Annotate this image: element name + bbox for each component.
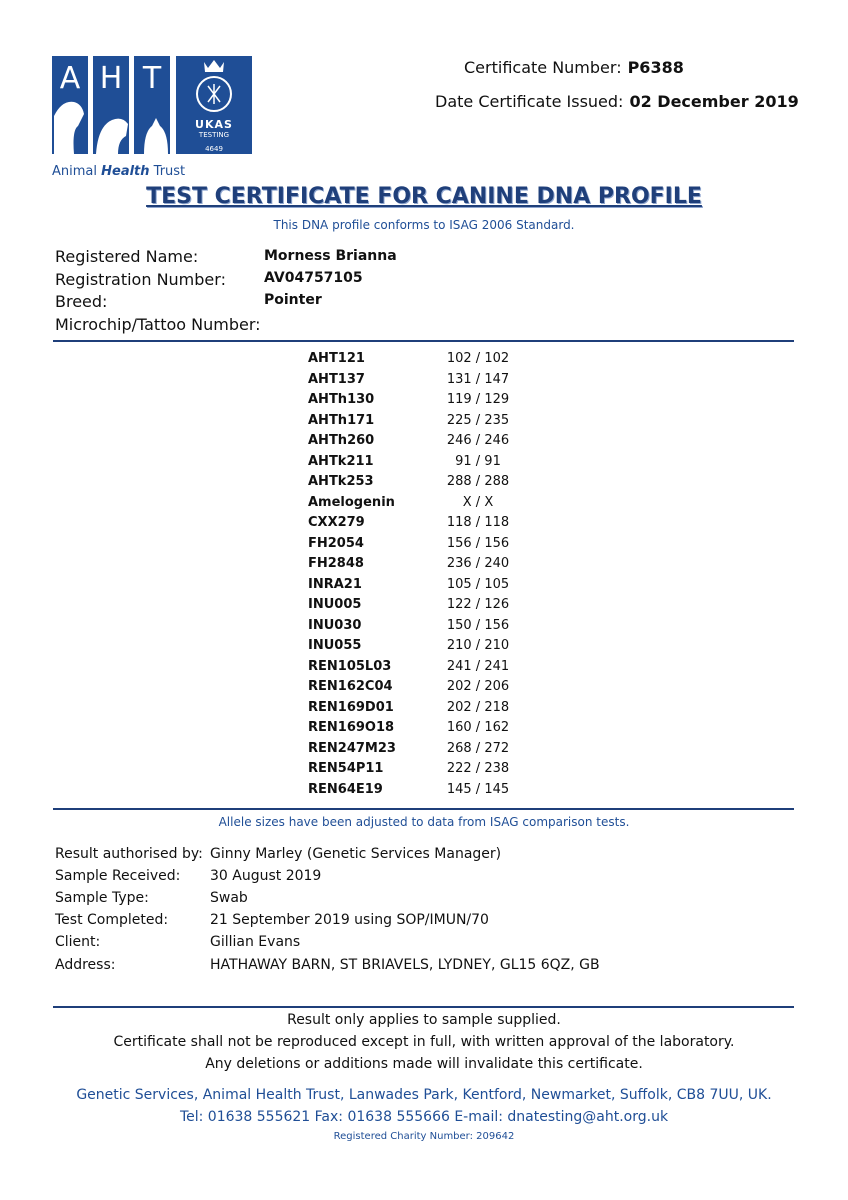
table-row: INU055 210 / 210	[308, 638, 510, 653]
table-row: REN105L03 241 / 241	[308, 659, 510, 674]
divider	[53, 808, 794, 810]
table-row: CXX279 118 / 118	[308, 515, 510, 530]
table-row: REN162C04 202 / 206	[308, 679, 510, 694]
organisation-name: Animal Health Trust	[52, 164, 186, 179]
footer-contact: Tel: 01638 555621 Fax: 01638 555666 E-mail: dnatesting@aht.org.uk	[179, 1109, 669, 1125]
table-row: AHTk253 288 / 288	[308, 474, 510, 489]
crown-icon	[176, 56, 252, 114]
divider	[53, 1006, 794, 1008]
breed-value: Pointer	[264, 292, 322, 308]
authorised-by-label: Result authorised by:	[55, 846, 203, 862]
test-completed-label: Test Completed:	[55, 912, 169, 928]
divider	[53, 340, 794, 342]
ukas-label: UKAS	[195, 118, 233, 131]
ukas-number: 4649	[205, 145, 223, 153]
table-row: INRA21 105 / 105	[308, 577, 510, 592]
registration-number-label: Registration Number:	[55, 270, 226, 289]
ukas-badge	[176, 56, 252, 154]
table-row: INU005 122 / 126	[308, 597, 510, 612]
client-label: Client:	[55, 934, 101, 950]
certificate-date: Date Certificate Issued: 02 December 2019	[435, 92, 799, 111]
ukas-sub: TESTING	[198, 131, 230, 139]
address-value: HATHAWAY BARN, ST BRIAVELS, LYDNEY, GL15 6QZ, GB	[210, 957, 600, 973]
authorised-by-value: Ginny Marley (Genetic Services Manager)	[210, 846, 502, 862]
table-row: INU030 150 / 156	[308, 618, 510, 633]
table-row: AHTh260 246 / 246	[308, 433, 510, 448]
logo-letter-t: T	[134, 56, 170, 154]
sample-received-label: Sample Received:	[55, 868, 181, 884]
test-completed-value: 21 September 2019 using SOP/IMUN/70	[210, 912, 489, 928]
registration-number-value: AV04757105	[264, 270, 363, 286]
charity-number: Registered Charity Number: 209642	[333, 1131, 515, 1142]
table-row: REN169O18 160 / 162	[308, 720, 510, 735]
table-row: FH2054 156 / 156	[308, 536, 510, 551]
table-row: Amelogenin X / X	[308, 495, 494, 510]
disclaimer-line: Result only applies to sample supplied.	[287, 1012, 561, 1028]
table-row: AHTk211 91 / 91	[308, 454, 501, 469]
sample-type-value: Swab	[210, 890, 248, 906]
logo-letter-h: H	[93, 56, 129, 154]
table-row: AHTh171 225 / 235	[308, 413, 510, 428]
logo-letter-a: A	[52, 56, 88, 154]
table-row: REN247M23 268 / 272	[308, 741, 510, 756]
registered-name-value: Morness Brianna	[264, 248, 397, 264]
table-row: AHTh130 119 / 129	[308, 392, 510, 407]
animal-silhouettes-icon	[52, 96, 170, 154]
sample-received-value: 30 August 2019	[210, 868, 322, 884]
sample-type-label: Sample Type:	[55, 890, 149, 906]
disclaimer-line: Any deletions or additions made will invalidate this certificate.	[205, 1056, 643, 1072]
aht-logo	[52, 56, 252, 154]
isag-conformance-note: This DNA profile conforms to ISAG 2006 Standard.	[273, 218, 575, 232]
table-row: REN64E19 145 / 145	[308, 782, 510, 797]
allele-adjustment-note: Allele sizes have been adjusted to data from ISAG comparison tests.	[218, 815, 630, 829]
breed-label: Breed:	[55, 292, 108, 311]
address-label: Address:	[55, 957, 116, 973]
table-row: AHT137 131 / 147	[308, 372, 510, 387]
table-row: FH2848 236 / 240	[308, 556, 510, 571]
registered-name-label: Registered Name:	[55, 247, 199, 266]
page-title: TEST CERTIFICATE FOR CANINE DNA PROFILE	[146, 184, 702, 209]
certificate-number: Certificate Number: P6388	[464, 58, 684, 77]
table-row: AHT121 102 / 102	[308, 351, 510, 366]
footer-address: Genetic Services, Animal Health Trust, Lanwades Park, Kentford, Newmarket, Suffolk, CB8 7UU, UK.	[76, 1087, 772, 1103]
table-row: REN169D01 202 / 218	[308, 700, 510, 715]
client-value: Gillian Evans	[210, 934, 301, 950]
table-row: REN54P11 222 / 238	[308, 761, 510, 776]
disclaimer-line: Certificate shall not be reproduced except in full, with written approval of the laboratory.	[113, 1034, 735, 1050]
microchip-label: Microchip/Tattoo Number:	[55, 315, 261, 334]
